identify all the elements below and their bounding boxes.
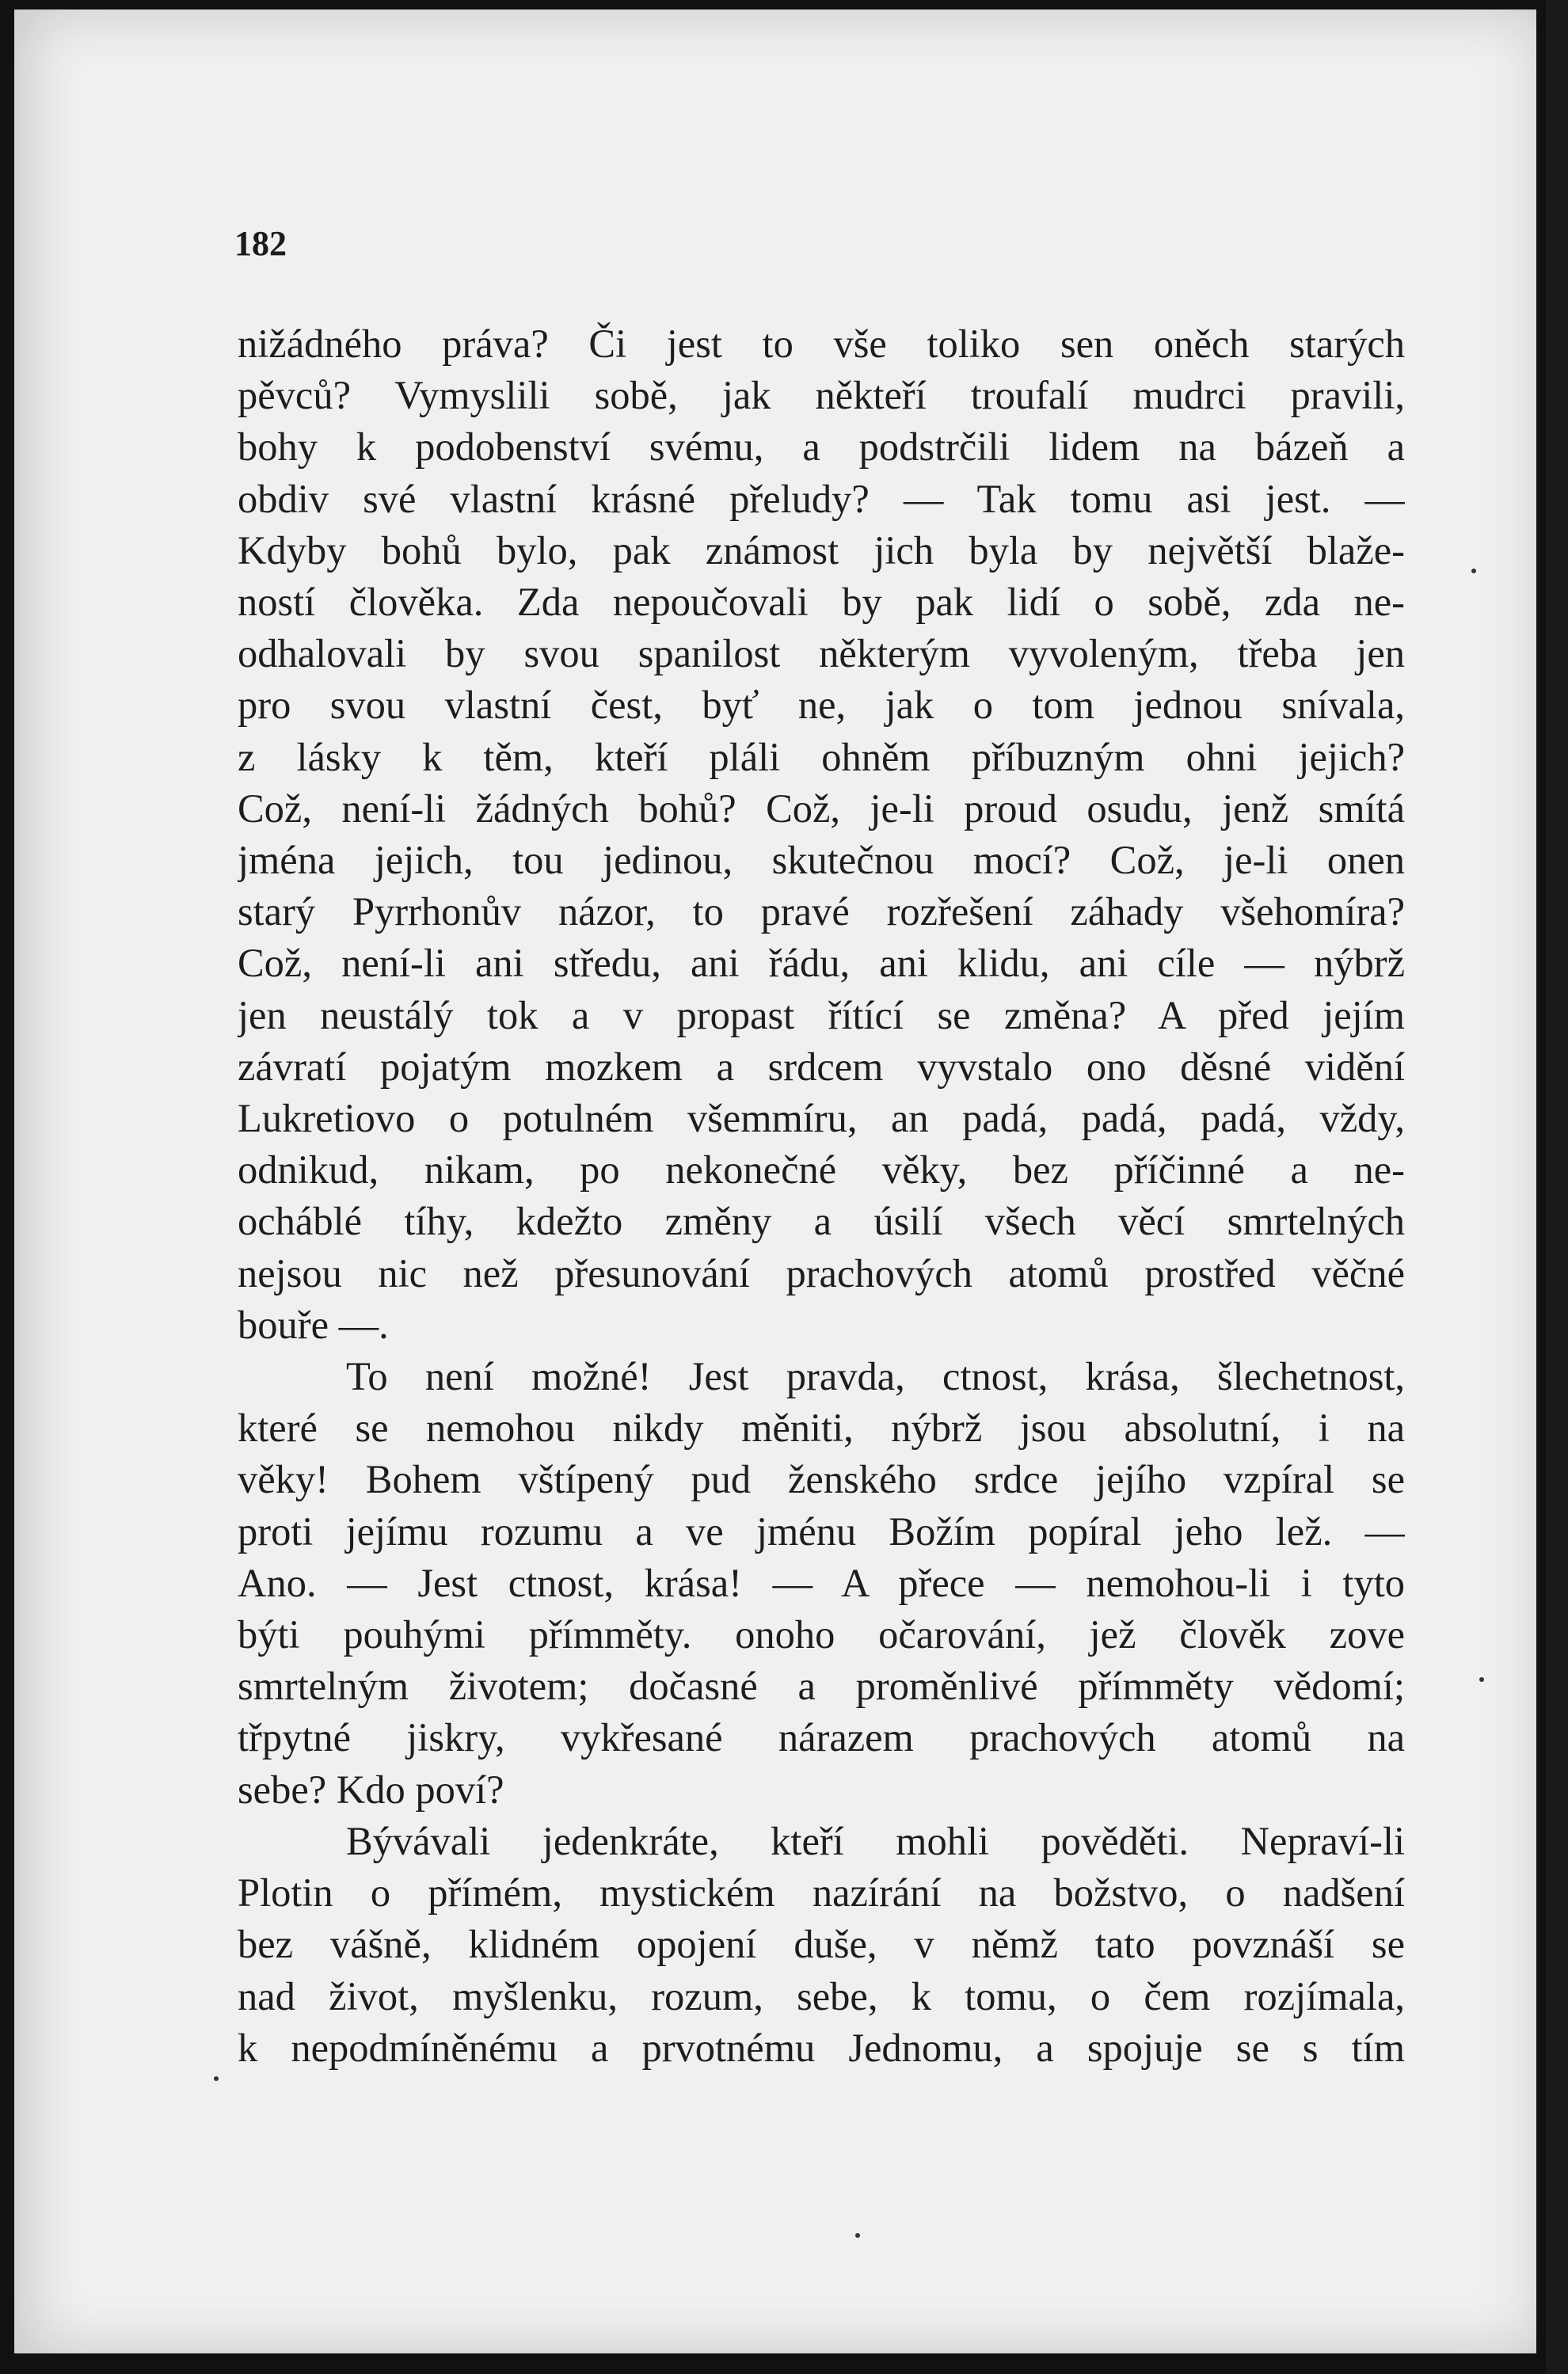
text-line: odnikud, nikam, po nekonečné věky, bez příčinné a ne-: [238, 1147, 1405, 1193]
text-line: Plotin o přímém, mystickém nazírání na božstvo, o nadšení: [238, 1870, 1405, 1916]
text-line: smrtelným životem; dočasné a proměnlivé přímměty vědomí;: [238, 1664, 1405, 1709]
text-line: Lukretiovo o potulném všemmíru, an padá, padá, padá, vždy,: [238, 1096, 1405, 1141]
text-line: pro svou vlastní čest, byť ne, jak o tom jednou snívala,: [238, 683, 1405, 728]
text-line: jen neustálý tok a v propast řítící se změna? A před jejím: [238, 992, 1405, 1037]
text-line: obdiv své vlastní krásné přeludy? — Tak tomu asi jest. —: [238, 476, 1405, 521]
text-line: nejsou nic než přesunování prachových atomů prostřed věčné: [238, 1250, 1405, 1295]
text-line: pěvců? Vymyslili sobě, jak někteří troufalí mudrci pravili,: [238, 373, 1405, 418]
text-line: ocháblé tíhy, kdežto změny a úsilí všech věcí smrtelných: [238, 1199, 1405, 1244]
text-line: bez vášně, klidném opojení duše, v němž tato povznáší se: [238, 1922, 1405, 1967]
book-page: [14, 10, 1536, 2353]
text-line: nad život, myšlenku, rozum, sebe, k tomu, o čem rozjímala,: [238, 1973, 1405, 2018]
text-line: býti pouhými přímměty. onoho očarování, jež člověk zove: [238, 1612, 1405, 1657]
text-line: Kdyby bohů bylo, pak známost jich byla by největší blaže-: [238, 527, 1405, 573]
text-line: sebe? Kdo poví?: [238, 1767, 504, 1812]
text-line: Což, není-li ani středu, ani řádu, ani klidu, ani cíle — nýbrž: [238, 941, 1405, 986]
text-line: ností člověka. Zda nepoučovali by pak lidí o sobě, zda ne-: [238, 580, 1405, 625]
text-line: bohy k podobenství svému, a podstrčili lidem na bázeň a: [238, 424, 1405, 470]
text-line: jména jejich, tou jedinou, skutečnou mocí? Což, je-li onen: [238, 838, 1405, 883]
text-line: Což, není-li žádných bohů? Což, je-li proud osudu, jenž smítá: [238, 786, 1405, 831]
ink-speck: [1479, 1677, 1484, 1682]
text-line: Bývávali jedenkráte, kteří mohli pověděti. Nepraví-li: [346, 1818, 1405, 1863]
ink-speck: [855, 2233, 860, 2238]
text-line: třpytné jiskry, vykřesané nárazem prachových atomů na: [238, 1715, 1405, 1760]
text-line: z lásky k těm, kteří pláli ohněm příbuzným ohni jejich?: [238, 734, 1405, 779]
paragraph-3: [238, 1816, 1405, 2074]
text-line: odhalovali by svou spanilost některým vyvoleným, třeba jen: [238, 631, 1405, 676]
text-line: starý Pyrrhonův názor, to pravé rozřešení záhady všehomíra?: [238, 889, 1405, 934]
text-line: proti jejímu rozumu a ve jménu Božím popíral jeho lež. —: [238, 1508, 1405, 1554]
text-line: závratí pojatým mozkem a srdcem vyvstalo ono děsné vidění: [238, 1044, 1405, 1089]
text-line: bouře —.: [238, 1302, 389, 1347]
ink-speck: [214, 2076, 219, 2081]
text-line: nižádného práva? Či jest to vše toliko sen oněch starých: [238, 321, 1405, 366]
text-line: které se nemohou nikdy měniti, nýbrž jsou absolutní, i na: [238, 1406, 1405, 1451]
paragraph-1: [238, 318, 1405, 1351]
text-line: Ano. — Jest ctnost, krása! — A přece — nemohou-li i tyto: [238, 1560, 1405, 1605]
page-number: 182: [234, 224, 287, 263]
paragraph-2: [238, 1351, 1405, 1816]
text-line: věky! Bohem vštípený pud ženského srdce jejího vzpíral se: [238, 1457, 1405, 1502]
text-line: To není možné! Jest pravda, ctnost, krása, šlechetnost,: [346, 1354, 1405, 1399]
text-line: k nepodmíněnému a prvotnému Jednomu, a spojuje se s tím: [238, 2025, 1405, 2070]
ink-speck: [1471, 569, 1476, 573]
scan-border: [1546, 0, 1568, 2374]
body-text: [238, 318, 1405, 2074]
